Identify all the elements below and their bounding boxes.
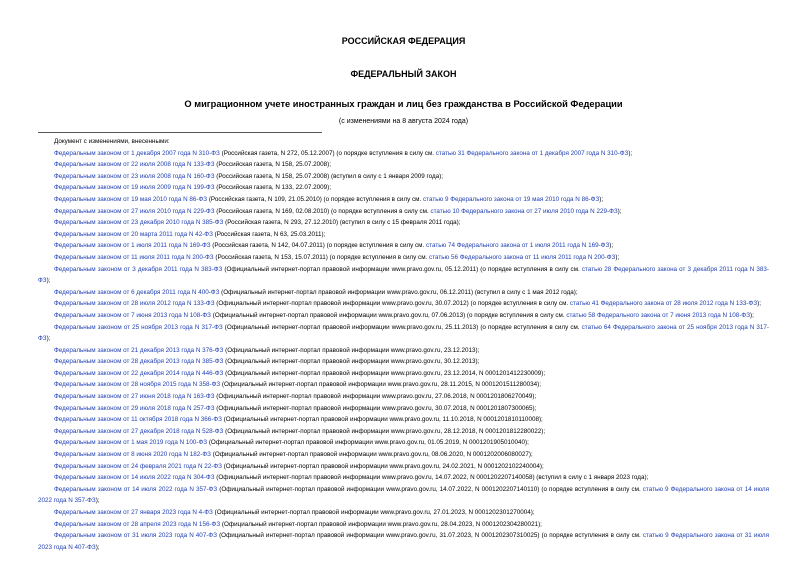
amendment-entry (38, 449, 769, 461)
publication-note: (Официальный интернет-портал правовой информации www.pravo.gov.ru, 30.12.2013); (223, 358, 480, 366)
law-link[interactable]: Федеральным законом от 24 февраля 2021 года N 22-ФЗ (54, 462, 222, 470)
article-link[interactable]: статью 58 Федерального закона от 7 июня 2013 года N 108-ФЗ (566, 311, 751, 319)
publication-note: (Официальный интернет-портал правовой информации www.pravo.gov.ru, 07.06.2013) (о порядке вступления в силу см. (210, 311, 567, 319)
entry-tail: ); (628, 149, 633, 157)
divider-line (38, 132, 322, 133)
law-link[interactable]: Федеральным законом от 21 декабря 2013 года N 376-ФЗ (54, 346, 224, 354)
amendment-entry (38, 403, 769, 415)
entry-tail: ); (615, 253, 620, 261)
amendments-list (38, 136, 769, 553)
law-link[interactable]: Федеральным законом от 14 июля 2022 года N 304-ФЗ (54, 474, 215, 482)
publication-note: (Российская газета, N 158, 25.07.2008) (вступил в силу с 1 января 2009 года); (214, 172, 444, 180)
publication-note: (Официальный интернет-портал правовой информации www.pravo.gov.ru, 05.12.2011) (о порядке вступления в силу см. (222, 265, 582, 273)
law-link[interactable]: Федеральным законом от 28 июля 2012 года N 133-ФЗ (54, 300, 215, 308)
publication-note: (Официальный интернет-портал правовой информации www.pravo.gov.ru, 08.06.2020, N 0001202006080027); (210, 451, 533, 459)
article-link[interactable]: статью 9 Федерального закона от 19 мая 2010 года N 86-ФЗ (423, 195, 600, 203)
amendment-entry (38, 437, 769, 449)
article-link[interactable]: статью 28 Федерального закона от 3 декабря 2011 года N 383-ФЗ (38, 265, 769, 285)
law-link[interactable]: Федеральным законом от 27 июля 2010 года N 229-ФЗ (54, 207, 215, 215)
entry-tail: ); (95, 543, 100, 551)
country-heading: РОССИЙСКАЯ ФЕДЕРАЦИЯ (341, 36, 466, 46)
publication-note: (Официальный интернет-портал правовой информации www.pravo.gov.ru, 27.06.2018, N 0001201806270049); (214, 393, 537, 401)
law-link[interactable]: Федеральным законом от 19 мая 2010 года N 86-ФЗ (54, 195, 208, 203)
law-link[interactable]: Федеральным законом от 1 декабря 2007 года N 310-ФЗ (54, 149, 220, 157)
publication-note: (Официальный интернет-портал правовой информации www.pravo.gov.ru, 28.12.2018, N 0001201812280022); (223, 427, 546, 435)
publication-note: (Российская газета, N 63, 25.03.2011); (212, 230, 326, 238)
amendment-entry (38, 391, 769, 403)
publication-note: (Официальный интернет-портал правовой информации www.pravo.gov.ru, 28.11.2015, N 0001201511280034); (220, 381, 542, 389)
law-link[interactable]: Федеральным законом от 27 декабря 2018 года N 528-ФЗ (54, 427, 224, 435)
law-link[interactable]: Федеральным законом от 19 июля 2009 года N 199-ФЗ (54, 184, 215, 192)
publication-note: (Официальный интернет-портал правовой информации www.pravo.gov.ru, 14.07.2022, N 0001202207140058) (вступил в силу с 1 января 2023 года); (214, 474, 649, 482)
amendment-entry (38, 287, 769, 299)
law-link[interactable]: Федеральным законом от 11 октября 2018 года N 366-ФЗ (54, 416, 222, 424)
document-type-heading: ФЕДЕРАЛЬНЫЙ ЗАКОН (350, 69, 457, 79)
amendment-entry (38, 217, 769, 229)
amendment-entry (38, 194, 769, 206)
entry-tail: ); (46, 335, 51, 343)
publication-note: (Официальный интернет-портал правовой информации www.pravo.gov.ru, 14.07.2022, N 0001202207140110) (о порядке вступления в силу см. (217, 485, 643, 493)
amendment-entry (38, 298, 769, 310)
article-link[interactable]: статью 74 Федерального закона от 1 июля 2011 года N 169-ФЗ (426, 242, 610, 250)
amendment-entry (38, 182, 769, 194)
amendment-entry (38, 356, 769, 368)
amendment-entry (38, 507, 769, 519)
amendments-intro: Документ с изменениями, внесенными: (54, 138, 170, 145)
article-link[interactable]: статью 9 Федерального закона от 14 июля 2022 года N 357-ФЗ (38, 485, 769, 505)
entry-tail: ); (599, 195, 604, 203)
publication-note: (Российская газета, N 293, 27.12.2010) (вступил в силу с 15 февраля 2011 года); (223, 219, 461, 227)
publication-note: (Российская газета, N 272, 05.12.2007) (о порядке вступления в силу см. (219, 149, 436, 157)
law-link[interactable]: Федеральным законом от 23 июля 2008 года N 160-ФЗ (54, 172, 215, 180)
publication-note: (Российская газета, N 158, 25.07.2008); (214, 161, 332, 169)
revision-subtitle: (с изменениями на 8 августа 2024 года) (338, 118, 469, 125)
publication-note: (Официальный интернет-портал правовой информации www.pravo.gov.ru, 30.07.2018, N 0001201807300065); (214, 404, 537, 412)
law-link[interactable]: Федеральным законом от 20 марта 2011 года N 42-ФЗ (54, 230, 213, 238)
law-link[interactable]: Федеральным законом от 28 декабря 2013 года N 385-ФЗ (54, 358, 224, 366)
amendment-entries (38, 148, 769, 554)
amendment-entry (38, 368, 769, 380)
amendment-entry (38, 530, 769, 553)
amendment-entry (38, 240, 769, 252)
amendment-entry (38, 461, 769, 473)
publication-note: (Официальный интернет-портал правовой информации www.pravo.gov.ru, 23.12.2013); (223, 346, 480, 354)
law-link[interactable]: Федеральным законом от 1 июля 2011 года N 169-ФЗ (54, 242, 211, 250)
amendment-entry (38, 159, 769, 171)
entry-tail: ); (617, 207, 622, 215)
publication-note: (Официальный интернет-портал правовой информации www.pravo.gov.ru, 11.10.2018, N 0001201810110008); (221, 416, 543, 424)
article-link[interactable]: статью 31 Федерального закона от 1 декабря 2007 года N 310-ФЗ (435, 149, 629, 157)
publication-note: (Официальный интернет-портал правовой информации www.pravo.gov.ru, 31.07.2023, N 0001202307310025) (о порядке вступления в силу см. (217, 532, 643, 540)
law-link[interactable]: Федеральным законом от 31 июля 2023 года N 407-ФЗ (54, 532, 218, 540)
publication-note: (Российская газета, N 153, 15.07.2011) (о порядке вступления в силу см. (213, 253, 430, 261)
law-link[interactable]: Федеральным законом от 27 января 2023 года N 4-ФЗ (54, 509, 213, 516)
amendment-entry (38, 206, 769, 218)
publication-note: (Российская газета, N 133, 22.07.2009); (214, 184, 332, 192)
publication-note: (Официальный интернет-портал правовой информации www.pravo.gov.ru, 30.07.2012) (о порядке вступления в силу см. (214, 300, 570, 308)
entry-tail: ); (609, 242, 614, 250)
amendment-entry (38, 519, 769, 531)
law-link[interactable]: Федеральным законом от 14 июля 2022 года N 357-ФЗ (54, 485, 218, 493)
publication-note: (Официальный интернет-портал правовой информации www.pravo.gov.ru, 27.01.2023, N 0001202301270004); (212, 509, 535, 516)
publication-note: (Официальный интернет-портал правовой информации www.pravo.gov.ru, 06.12.2011) (вступил в силу с 1 мая 2012 года); (219, 288, 578, 296)
publication-note: (Российская газета, N 142, 04.07.2011) (о порядке вступления в силу см. (210, 242, 427, 250)
amendment-entry (38, 322, 769, 345)
article-link[interactable]: статью 56 Федерального закона от 11 июля 2011 года N 200-ФЗ (429, 253, 616, 261)
publication-note: (Российская газета, N 109, 21.05.2010) (о порядке вступления в силу см. (207, 195, 423, 203)
amendment-entry (38, 414, 769, 426)
law-link[interactable]: Федеральным законом от 8 июня 2020 года N 182-ФЗ (54, 451, 211, 459)
law-link[interactable]: Федеральным законом от 28 апреля 2023 года N 156-ФЗ (54, 520, 221, 528)
law-link[interactable]: Федеральным законом от 7 июня 2013 года N 108-ФЗ (54, 311, 211, 319)
entry-tail: ); (750, 311, 754, 319)
entry-tail: ); (95, 497, 100, 505)
article-link[interactable]: статью 64 Федерального закона от 25 ноября 2013 года N 317-ФЗ (38, 323, 770, 343)
article-link[interactable]: статью 9 Федерального закона от 31 июля 2023 года N 407-ФЗ (38, 532, 770, 551)
publication-note: (Официальный интернет-портал правовой информации www.pravo.gov.ru, 25.11.2013) (о порядке вступления в силу см. (222, 323, 582, 331)
amendment-entry (38, 310, 769, 322)
entry-tail: ); (757, 300, 761, 308)
article-link[interactable]: статью 41 Федерального закона от 28 июля 2012 года N 133-ФЗ (569, 300, 758, 308)
amendment-entry (38, 426, 769, 438)
amendment-entry (38, 252, 769, 264)
publication-note: (Официальный интернет-портал правовой информации www.pravo.gov.ru, 24.02.2021, N 0001202102240004); (221, 462, 544, 470)
law-link[interactable]: Федеральным законом от 22 июля 2008 года N 133-ФЗ (54, 161, 215, 169)
law-link[interactable]: Федеральным законом от 27 июня 2018 года N 163-ФЗ (54, 393, 215, 401)
law-link[interactable]: Федеральным законом от 1 мая 2019 года N 100-ФЗ (54, 439, 208, 447)
amendment-entry (38, 148, 769, 160)
entry-tail: ); (46, 277, 51, 285)
amendment-entry (38, 229, 769, 241)
law-link[interactable]: Федеральным законом от 28 ноября 2015 года N 358-ФЗ (54, 381, 221, 389)
law-link[interactable]: Федеральным законом от 23 декабря 2010 года N 385-ФЗ (54, 219, 224, 227)
law-link[interactable]: Федеральным законом от 11 июля 2011 года N 200-ФЗ (54, 253, 214, 261)
law-link[interactable]: Федеральным законом от 29 июля 2018 года N 257-ФЗ (54, 404, 215, 412)
amendment-entry (38, 484, 769, 507)
publication-note: (Официальный интернет-портал правовой информации www.pravo.gov.ru, 01.05.2019, N 0001201905010040); (207, 439, 529, 447)
amendment-entry (38, 345, 769, 357)
law-link[interactable]: Федеральным законом от 25 ноября 2013 года N 317-ФЗ (54, 323, 223, 331)
amendment-entry (38, 472, 769, 484)
publication-note: (Официальный интернет-портал правовой информации www.pravo.gov.ru, 28.04.2023, N 0001202304280021); (220, 520, 542, 528)
law-link[interactable]: Федеральным законом от 3 декабря 2011 года N 383-ФЗ (54, 265, 223, 273)
article-link[interactable]: статью 10 Федерального закона от 27 июля 2010 года N 229-ФЗ (430, 207, 618, 215)
amendment-entry (38, 264, 769, 287)
publication-note: (Российская газета, N 169, 02.08.2010) (о порядке вступления в силу см. (214, 207, 431, 215)
document-title: О миграционном учете иностранных граждан и лиц без гражданства в Российской Федерации (184, 99, 623, 109)
amendment-entry (38, 379, 769, 391)
law-link[interactable]: Федеральным законом от 22 декабря 2014 года N 446-ФЗ (54, 369, 224, 377)
publication-note: (Официальный интернет-портал правовой информации www.pravo.gov.ru, 23.12.2014, N 0001201412230009); (223, 369, 546, 377)
law-link[interactable]: Федеральным законом от 6 декабря 2011 года N 400-ФЗ (54, 288, 220, 296)
amendment-entry (38, 171, 769, 183)
